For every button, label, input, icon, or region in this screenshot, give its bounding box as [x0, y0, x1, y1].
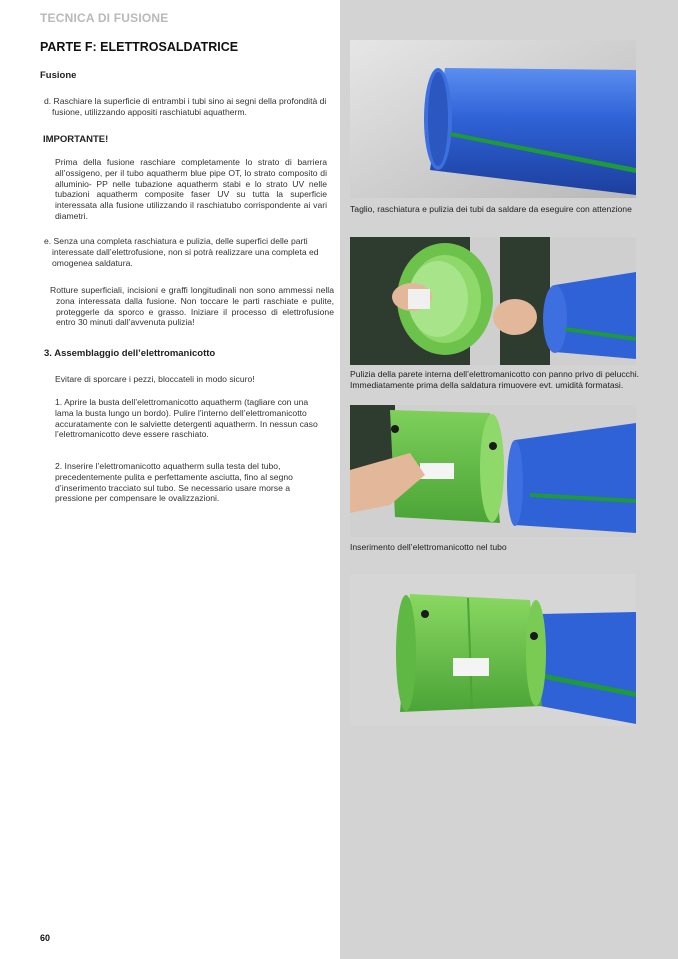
- caption-1: Taglio, raschiatura e pulizia dei tubi da saldare da eseguire con attenzione: [350, 204, 632, 214]
- photo-inserting-fitting: [350, 405, 636, 537]
- page-title: PARTE F: ELETTROSALDATRICE: [40, 40, 239, 54]
- evitare-text: Evitare di sporcare i pezzi, bloccateli in modo sicuro!: [55, 374, 255, 384]
- caption-3: Inserimento dell’elettromanicotto nel tubo: [350, 542, 507, 552]
- fusione-heading: Fusione: [40, 70, 77, 81]
- rotture-text: Rotture superficiali, incisioni e graffi longitudinali non sono ammessi nella zona interessata dalla fusione. Non toccare le parti raschiate e pulite, proteggerle da sporco e grasso. Iniziare il processo di elettrofusione entro 30 minuti dall’avvenuta pulizia!: [50, 285, 334, 328]
- section-tag: TECNICA DI FUSIONE: [40, 11, 169, 25]
- item-d-text: d. Raschiare la superficie di entrambi i tubi sino ai segni della profondità di fusione, utilizzando appositi raschiatubi aquatherm.: [44, 96, 327, 117]
- photo-blue-pipe: [350, 40, 636, 198]
- page-number: 60: [40, 933, 51, 943]
- importante-text: Prima della fusione raschiare completamente lo strato di barriera all’ossigeno, per il tubo aquatherm blue pipe OT, lo strato composito di alluminio- PP nelle tubazione aquatherm stabi e lo strato UV nelle tubazioni aquatherm composite faser UV su tutta la superficie interessata alla fusione utilizzando il raschiatubo corrispondente ai vari diametri.: [55, 157, 327, 221]
- assemblaggio-heading: 3. Assemblaggio dell’elettromanicotto: [44, 348, 216, 359]
- step-1-text: 1. Aprire la busta dell’elettromanicotto aquatherm (tagliare con una lama la busta lungo un bordo). Pulire l’interno dell’elettromanicotto accuratamente con le salviette detergenti aquatherm. In nessun caso l’elettromanicotto deve essere raschiato.: [55, 397, 318, 440]
- photo-fitting-on-pipe: [350, 574, 636, 726]
- item-e-text: e. Senza una completa raschiatura e pulizia, delle superfici delle parti interessate dall’elettrofusione, non si potrà realizzare una completa ed omogenea saldatura.: [44, 236, 319, 268]
- caption-2: Pulizia della parete interna dell’elettromanicotto con panno privo di pelucchi. Immediatamente prima della saldatura rimuovere evt. umidità formatasi.: [350, 369, 640, 390]
- photo-cleaning-fitting: [350, 237, 636, 365]
- step-2-text: 2. Inserire l’elettromanicotto aquatherm sulla testa del tubo, precedentemente pulita e perfettamente asciutta, fino al segno d’inserimento tracciato sul tubo. Se necessario usare morse a pressione per compensare le ovalizzazioni.: [55, 461, 293, 504]
- importante-heading: IMPORTANTE!: [43, 134, 109, 145]
